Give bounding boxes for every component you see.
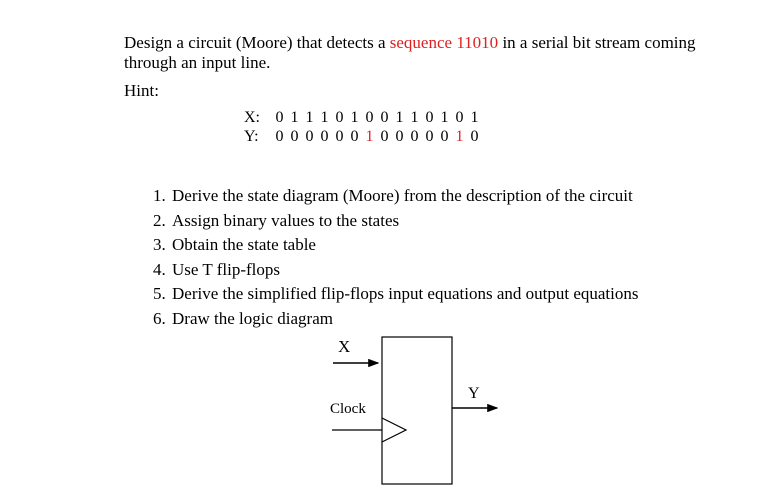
x-bit: 1 — [320, 109, 329, 126]
y-bit: 0 — [335, 128, 344, 145]
problem-statement — [124, 33, 724, 73]
task-item: 5. Derive the simplified flip-flops input equations and output equations — [170, 282, 730, 307]
output-sequence-row — [244, 127, 482, 147]
input-label: X — [338, 337, 351, 356]
y-bit: 1 — [455, 128, 464, 145]
y-bit: 0 — [305, 128, 314, 145]
sequence-highlight: sequence 11010 — [389, 33, 499, 52]
x-bit: 1 — [410, 109, 419, 126]
y-bit: 1 — [365, 128, 374, 145]
y-bit: 0 — [380, 128, 389, 145]
output-label: Y — [468, 385, 480, 402]
x-bit: 1 — [350, 109, 359, 126]
x-bit: 0 — [335, 109, 344, 126]
task-item: 6. Draw the logic diagram — [170, 307, 730, 332]
y-bit: 0 — [290, 128, 299, 145]
task-item: 3. Obtain the state table — [170, 233, 730, 258]
task-item: 4. Use T flip-flops — [170, 258, 730, 283]
x-bit: 0 — [455, 109, 464, 126]
circuit-block-diagram — [320, 330, 540, 490]
x-bit: 1 — [305, 109, 314, 126]
clock-triangle-icon — [382, 418, 406, 442]
y-bit: 0 — [470, 128, 479, 145]
x-bit: 0 — [275, 109, 284, 126]
x-bit: 1 — [290, 109, 299, 126]
clock-label: Clock — [330, 401, 366, 417]
task-item: 2. Assign binary values to the states — [170, 209, 730, 234]
y-bit: 0 — [440, 128, 449, 145]
x-bit: 1 — [395, 109, 404, 126]
x-bit: 1 — [440, 109, 449, 126]
hint-label: Hint: — [124, 81, 159, 100]
y-bit: 0 — [350, 128, 359, 145]
x-bit: 0 — [380, 109, 389, 126]
problem-text-before: Design a circuit (Moore) that detects a — [124, 33, 390, 52]
y-bit: 0 — [410, 128, 419, 145]
y-bit: 0 — [425, 128, 434, 145]
problem-text-after: in a serial bit stream coming through an input line. — [124, 33, 696, 72]
input-sequence-row — [244, 108, 482, 128]
y-bit: 0 — [395, 128, 404, 145]
y-bit: 0 — [320, 128, 329, 145]
task-list — [148, 184, 730, 331]
input-sequence-label: X: — [244, 109, 260, 126]
y-bit: 0 — [275, 128, 284, 145]
output-sequence-label: Y: — [244, 128, 259, 145]
x-bit: 1 — [470, 109, 479, 126]
circuit-box — [382, 337, 452, 484]
task-item: 1. Derive the state diagram (Moore) from the description of the circuit — [170, 184, 730, 209]
x-bit: 0 — [365, 109, 374, 126]
x-bit: 0 — [425, 109, 434, 126]
